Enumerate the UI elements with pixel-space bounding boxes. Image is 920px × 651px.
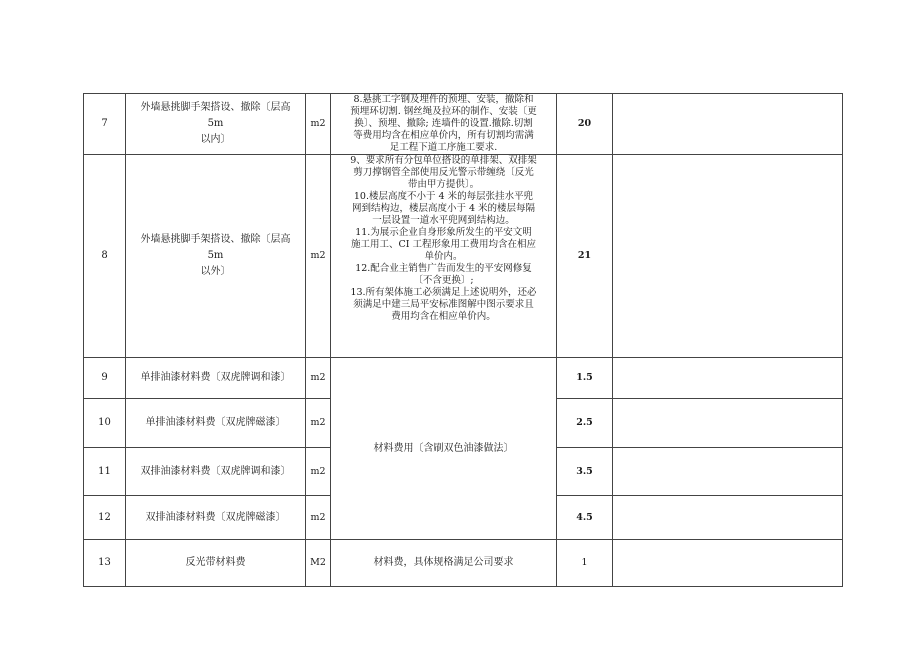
table-row xyxy=(84,358,843,399)
description-cell xyxy=(331,155,557,358)
description-line: 预埋环切割. 钢丝绳及拉环的制作、安装〔更 xyxy=(350,106,537,117)
description-line: 13.所有架体施工必须满足上述说明外，还必 xyxy=(350,287,537,298)
description-line: 等费用均含在相应单价内，所有切割均需满 xyxy=(353,130,534,141)
item-name: 双排油漆材料费〔双虎牌磁漆〕 xyxy=(126,496,306,540)
description-line: 11.为展示企业自身形象所发生的平安文明 xyxy=(355,227,532,238)
description-line: 网到结构边，楼层高度小于 4 米的楼层每隔 xyxy=(351,203,536,214)
remark-cell xyxy=(613,358,843,399)
remark-cell xyxy=(613,448,843,496)
remark-cell xyxy=(613,399,843,448)
description-line: 10.楼层高度不小于 4 米的每层张挂水平兜 xyxy=(353,191,534,202)
item-name: 单排油漆材料费〔双虎牌调和漆〕 xyxy=(126,358,306,399)
description-line: 足工程下道工序施工要求. xyxy=(389,142,498,153)
unit-cell: m2 xyxy=(306,155,331,358)
description-line: 单价内。 xyxy=(424,251,463,262)
item-name-line: 以内〕 xyxy=(200,134,231,145)
row-number: 13 xyxy=(84,540,126,587)
description-line: 〔不含更换〕; xyxy=(413,275,474,286)
table-row xyxy=(84,540,843,587)
item-name xyxy=(126,94,306,155)
table-row xyxy=(84,155,843,358)
item-name: 反光带材料费 xyxy=(126,540,306,587)
row-number: 8 xyxy=(84,155,126,358)
remark-cell xyxy=(613,155,843,358)
unit-price: 1 xyxy=(557,540,613,587)
unit-cell: m2 xyxy=(306,448,331,496)
row-number: 12 xyxy=(84,496,126,540)
description-line: 须满足中建三局平安标准图解中图示要求且 xyxy=(353,299,534,310)
unit-cell: m2 xyxy=(306,94,331,155)
description-line: 费用均含在相应单价内。 xyxy=(391,311,496,322)
unit-cell: M2 xyxy=(306,540,331,587)
remark-cell xyxy=(613,540,843,587)
row-number: 11 xyxy=(84,448,126,496)
item-name-line: 外墙悬挑脚手架搭设、撤除〔层高 5m xyxy=(140,102,291,129)
description-cell: 材料费用〔含刷双色油漆做法〕 xyxy=(331,358,557,540)
unit-price: 20 xyxy=(557,94,613,155)
item-name: 双排油漆材料费〔双虎牌调和漆〕 xyxy=(126,448,306,496)
description-line: 施工用工、CI 工程形象用工费用均含在相应 xyxy=(350,239,537,250)
description-cell: 材料费，具体规格满足公司要求 xyxy=(331,540,557,587)
unit-price: 1.5 xyxy=(557,358,613,399)
item-name-line: 以外〕 xyxy=(200,266,231,277)
unit-cell: m2 xyxy=(306,358,331,399)
row-number: 10 xyxy=(84,399,126,448)
row-number: 7 xyxy=(84,94,126,155)
description-line: 12.配合业主销售广告而发生的平安网修复 xyxy=(355,263,532,274)
unit-price: 3.5 xyxy=(557,448,613,496)
unit-price: 2.5 xyxy=(557,399,613,448)
remark-cell xyxy=(613,94,843,155)
description-cell xyxy=(331,94,557,155)
item-name: 单排油漆材料费〔双虎牌磁漆〕 xyxy=(126,399,306,448)
description-line: 带由甲方提供〕。 xyxy=(407,179,480,190)
description-line: 剪刀撑钢管全部使用反光警示带缠绕〔反光 xyxy=(353,167,534,178)
description-line: 一层设置一道水平兜网到结构边。 xyxy=(372,215,515,226)
row-number: 9 xyxy=(84,358,126,399)
remark-cell xyxy=(613,496,843,540)
table-row xyxy=(84,94,843,155)
description-line: 换〕、预埋、撤除; 连墙件的设置.撤除.切割 xyxy=(354,118,533,129)
unit-cell: m2 xyxy=(306,399,331,448)
item-name-line: 外墙悬挑脚手架搭设、撤除〔层高 5m xyxy=(140,234,291,261)
description-line: 8.悬挑工字钢及埋件的预埋、安装，撤除和 xyxy=(353,94,534,105)
unit-price: 4.5 xyxy=(557,496,613,540)
price-table-sheet xyxy=(83,93,843,587)
unit-price: 21 xyxy=(557,155,613,358)
item-name xyxy=(126,155,306,358)
unit-cell: m2 xyxy=(306,496,331,540)
price-table xyxy=(83,93,843,587)
description-line: 9、要求所有分包单位搭设的单排架、双排架 xyxy=(350,155,537,166)
